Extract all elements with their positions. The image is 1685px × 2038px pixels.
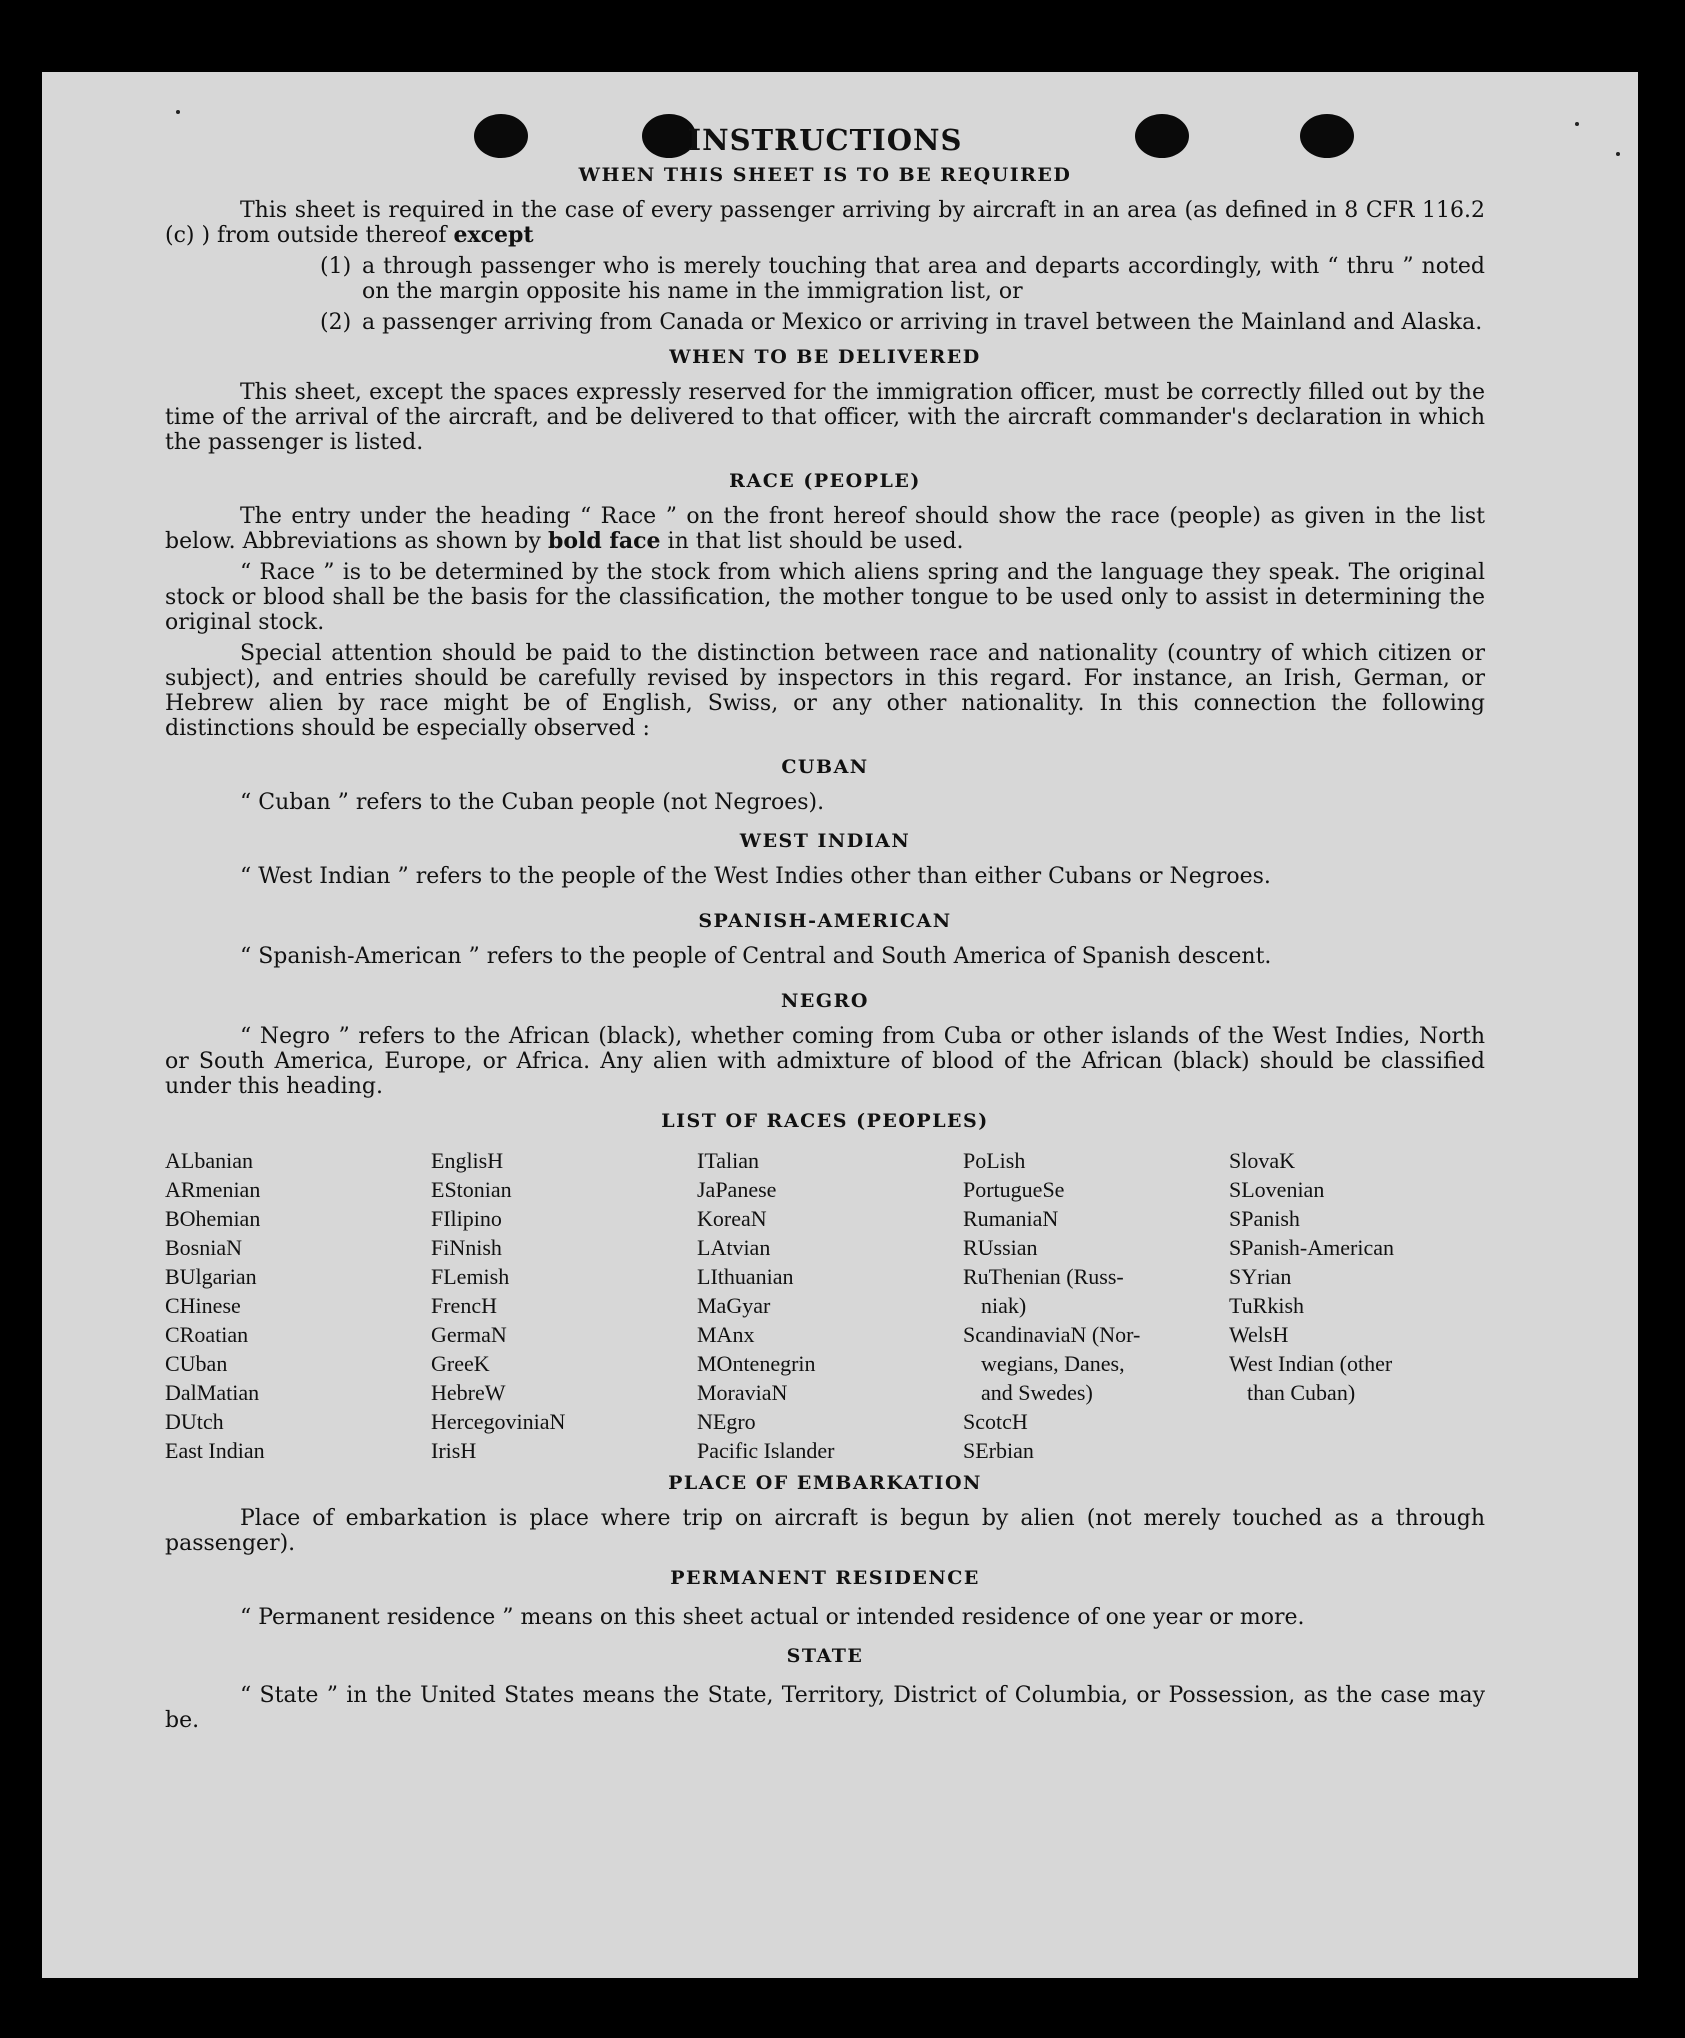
races-column: [1229, 1146, 1495, 1465]
speck: [1575, 122, 1579, 126]
race-item: CHinese: [165, 1293, 241, 1318]
permanent-residence-text: “ Permanent residence ” means on this sheet actual or intended residence of one year or more.: [240, 1605, 1305, 1630]
speck: [176, 110, 180, 114]
spanish-american-text: “ Spanish-American ” refers to the people of Central and South America of Spanish descent.: [240, 944, 1272, 969]
race-item: CRoatian: [165, 1322, 249, 1347]
race-item: ALbanian: [165, 1148, 253, 1173]
race-item: Pacific Islander: [697, 1438, 835, 1463]
race-item: PoLish: [963, 1148, 1026, 1173]
negro-text: “ Negro ” refers to the African (black), whether coming from Cuba or other islands of the West Indies, North or South America, Europe, or Africa. Any alien with admixture of blood of the African (black) should be classified under this heading.: [165, 1024, 1485, 1099]
heading-when-delivered: WHEN TO BE DELIVERED: [669, 346, 981, 368]
heading-cuban: CUBAN: [781, 756, 869, 778]
race-item: FIlipino: [431, 1206, 502, 1231]
race-item: SlovaK: [1229, 1148, 1295, 1173]
race-item: LAtvian: [697, 1235, 771, 1260]
race-item: West Indian (other: [1229, 1351, 1393, 1376]
west-indian-text: “ West Indian ” refers to the people of the West Indies other than either Cubans or Negroes.: [240, 864, 1271, 889]
race-item: than Cuban): [1247, 1380, 1356, 1405]
race-item: PortugueSe: [963, 1177, 1065, 1202]
when-delivered-text: This sheet, except the spaces expressly reserved for the immigration officer, must be correctly filled out by the time of the arrival of the aircraft, and be delivered to that officer, with the aircraft commander's declaration in which the passenger is listed.: [165, 380, 1485, 455]
races-column: [963, 1146, 1229, 1465]
heading-permanent-residence: PERMANENT RESIDENCE: [670, 1567, 980, 1589]
race-paragraph-1: The entry under the heading “ Race ” on the front hereof should show the race (people) as given in the list below. Abbreviations as shown by bold face in that list should be used.: [165, 504, 1485, 554]
when-required-text: This sheet is required in the case of every passenger arriving by aircraft in an area (as defined in 8 CFR 116.2 (c) ) from outside thereof except: [165, 198, 1485, 248]
race-item: MOntenegrin: [697, 1351, 816, 1376]
race-item: WelsH: [1229, 1322, 1289, 1347]
exception-item: (1) a through passenger who is merely touching that area and departs accordingly, with “ thru ” noted on the margin opposite his name in the immigration list, or: [320, 254, 1485, 304]
race-item: MaGyar: [697, 1293, 771, 1318]
heading-negro: NEGRO: [781, 990, 869, 1012]
race-item: SPanish-American: [1229, 1235, 1394, 1260]
page-title: INSTRUCTIONS: [687, 123, 963, 157]
embarkation-text: Place of embarkation is place where trip on aircraft is begun by alien (not merely touched as a through passenger).: [165, 1506, 1485, 1556]
race-item: LIthuanian: [697, 1264, 794, 1289]
race-item: RUssian: [963, 1235, 1038, 1260]
race-item: ITalian: [697, 1148, 759, 1173]
race-item: NEgro: [697, 1409, 756, 1434]
race-item: RuThenian (Russ-: [963, 1264, 1124, 1289]
race-item: KoreaN: [697, 1206, 767, 1231]
race-item: EnglisH: [431, 1148, 504, 1173]
race-item: ARmenian: [165, 1177, 261, 1202]
race-item: CUban: [165, 1351, 228, 1376]
heading-state: STATE: [786, 1645, 864, 1667]
race-item: JaPanese: [697, 1177, 777, 1202]
race-item: FrencH: [431, 1293, 497, 1318]
race-item: MoraviaN: [697, 1380, 788, 1405]
races-column: [431, 1146, 697, 1465]
race-item: ScotcH: [963, 1409, 1028, 1434]
race-paragraph-3: Special attention should be paid to the distinction between race and nationality (country of which citizen or subject), and entries should be carefully revised by inspectors in this regard. For instance, an Irish, German, or Hebrew alien by race might be of English, Swiss, or any other nationality. In this connection the following distinctions should be especially observed :: [165, 641, 1485, 741]
race-item: FLemish: [431, 1264, 510, 1289]
exception-item: (2) a passenger arriving from Canada or Mexico or arriving in travel between the Mainland and Alaska.: [320, 310, 1483, 335]
race-item: ScandinaviaN (Nor-: [963, 1322, 1141, 1347]
heading-embarkation: PLACE OF EMBARKATION: [668, 1472, 982, 1494]
race-item: BosniaN: [165, 1235, 242, 1260]
race-item: niak): [981, 1293, 1027, 1318]
heading-spanish-american: SPANISH-AMERICAN: [698, 910, 952, 932]
race-item: MAnx: [697, 1322, 755, 1347]
races-column: [697, 1146, 963, 1465]
races-column: [165, 1146, 431, 1465]
heading-race: RACE (PEOPLE): [729, 470, 921, 492]
race-item: and Swedes): [981, 1380, 1093, 1405]
race-item: SLovenian: [1229, 1177, 1325, 1202]
state-text: “ State ” in the United States means the State, Territory, District of Columbia, or Possession, as the case may be.: [165, 1683, 1485, 1733]
heading-west-indian: WEST INDIAN: [739, 830, 911, 852]
race-item: SPanish: [1229, 1206, 1300, 1231]
race-item: BOhemian: [165, 1206, 261, 1231]
race-item: HebreW: [431, 1380, 506, 1405]
race-item: East Indian: [165, 1438, 265, 1463]
race-item: BUlgarian: [165, 1264, 257, 1289]
race-item: SErbian: [963, 1438, 1034, 1463]
instructions-body: [165, 123, 1485, 1733]
race-item: FiNnish: [431, 1235, 502, 1260]
race-item: IrisH: [431, 1438, 477, 1463]
race-item: RumaniaN: [963, 1206, 1059, 1231]
race-item: wegians, Danes,: [981, 1351, 1125, 1376]
races-list: [165, 1146, 1485, 1465]
race-item: DalMatian: [165, 1380, 260, 1405]
cuban-text: “ Cuban ” refers to the Cuban people (not Negroes).: [240, 790, 825, 815]
race-item: SYrian: [1229, 1264, 1292, 1289]
heading-when-required: WHEN THIS SHEET IS TO BE REQUIRED: [578, 164, 1072, 186]
race-item: EStonian: [431, 1177, 512, 1202]
race-paragraph-2: “ Race ” is to be determined by the stock from which aliens spring and the language they speak. The original stock or blood shall be the basis for the classification, the mother tongue to be used only to assist in determining the original stock.: [165, 560, 1485, 635]
race-item: TuRkish: [1229, 1293, 1305, 1318]
race-item: GreeK: [431, 1351, 490, 1376]
race-item: DUtch: [165, 1409, 224, 1434]
heading-list-of-races: LIST OF RACES (PEOPLES): [661, 1110, 989, 1132]
speck: [1616, 152, 1620, 156]
race-item: HercegoviniaN: [431, 1409, 566, 1434]
race-item: GermaN: [431, 1322, 507, 1347]
